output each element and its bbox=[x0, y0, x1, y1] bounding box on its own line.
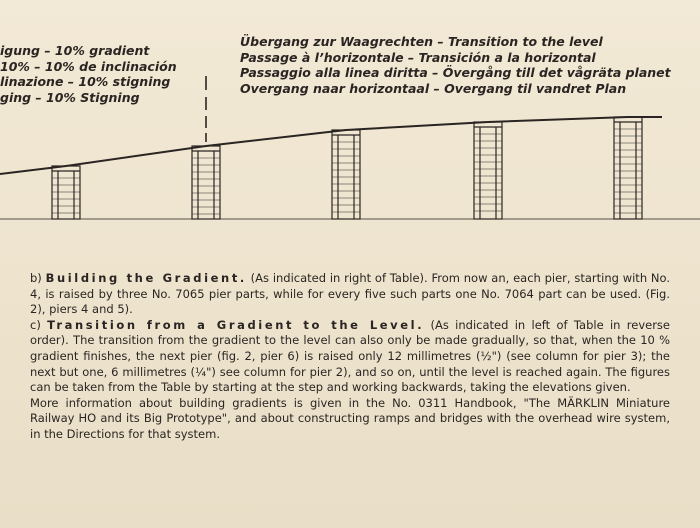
pier-body bbox=[192, 146, 220, 219]
transition-caption-line-2: Passage à l’horizontale – Transición a la horizontal bbox=[240, 49, 596, 65]
paragraph-c bbox=[30, 318, 670, 396]
gradient-caption-line-1: igung – 10% gradient bbox=[0, 43, 150, 58]
paragraph-more-info: More information about building gradients is given in the No. 0311 Handbook, "The MÄRKLIN Miniature Railway HO and its Big Prototype", and about constructing ramps and bridges with the overhead wire system, in the Directions for that system. bbox=[30, 395, 670, 441]
transition-caption-line-4: Overgang naar horizontaal – Overgang til vandret Plan bbox=[240, 80, 627, 96]
pier-body bbox=[474, 122, 502, 219]
section-title-transition-level: Transition from a Gradient to the Level. bbox=[47, 317, 425, 332]
paragraph-c-prefix: c) bbox=[30, 317, 48, 332]
gradient-caption-line-2: 10% – 10% de inclinación bbox=[0, 58, 177, 74]
paragraph-b bbox=[30, 271, 670, 318]
piers bbox=[52, 117, 642, 219]
pier-5 bbox=[614, 117, 642, 219]
pier-body bbox=[52, 166, 80, 219]
paragraph-b-body: (As indicated in right of Table). From now an, each pier, starting with No. 4, is raised by three No. 7065 pier parts, while for every five such parts one No. 7064 part can be used. (Fig. 2), piers 4 and 5). bbox=[30, 271, 670, 317]
pier-2 bbox=[192, 146, 220, 219]
transition-caption-line-3: Passaggio alla linea diritta – Övergång till det vågräta planet bbox=[240, 65, 671, 80]
gradient-caption-line-3: linazione – 10% stigning bbox=[0, 74, 171, 89]
pier-4 bbox=[474, 122, 502, 219]
instructions-text bbox=[30, 271, 670, 443]
paragraph-c-body: (As indicated in left of Table in reverse order). The transition from the gradient to the level can also only be made gradually, so that, when the 10 % gradient finishes, the next pier (fig. 2, pier 6) is raised only 12 millimetres (½") (see column for pier 3); the next but one, 6 millimetres (¼") see column for pier 2), and so on, until the level is reached again. The figures can be taken from the Table by starting at the step and working backwards, taking the elevations given. bbox=[30, 317, 671, 395]
transition-caption-line-1: Übergang zur Waagrechten – Transition to the level bbox=[240, 34, 603, 49]
paragraph-b-prefix: b) bbox=[30, 271, 46, 285]
pier-body bbox=[332, 130, 360, 219]
pier-1 bbox=[52, 166, 80, 219]
gradient-caption-line-4: ging – 10% Stigning bbox=[0, 89, 140, 105]
pier-body bbox=[614, 117, 642, 219]
section-title-building-gradient: Building the Gradient. bbox=[45, 271, 247, 285]
pier-3 bbox=[332, 130, 360, 219]
track-gradient-line bbox=[0, 117, 662, 174]
